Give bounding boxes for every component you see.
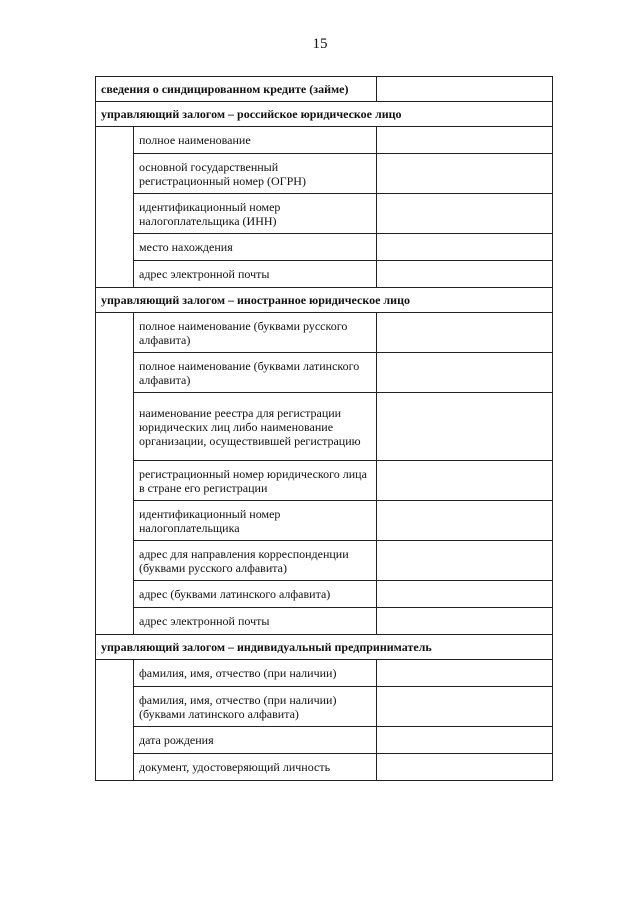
field-row bbox=[96, 234, 553, 261]
field-value-cell[interactable] bbox=[377, 754, 553, 781]
field-label: адрес для направления корреспонденции (буквами русского алфавита) bbox=[134, 541, 377, 581]
section-title: управляющий залогом – иностранное юридическое лицо bbox=[96, 288, 553, 313]
field-label: наименование реестра для регистрации юридических лиц либо наименование организации, осуществившей регистрацию bbox=[134, 393, 377, 461]
syndicated-loan-value-cell[interactable] bbox=[377, 77, 553, 102]
field-label: основной государственный регистрационный номер (ОГРН) bbox=[134, 154, 377, 194]
section-row bbox=[96, 288, 553, 313]
syndicated-loan-row bbox=[96, 77, 553, 102]
field-label: адрес электронной почты bbox=[134, 261, 377, 288]
field-label: фамилия, имя, отчество (при наличии) bbox=[134, 660, 377, 687]
section-title: управляющий залогом – индивидуальный предприниматель bbox=[96, 635, 553, 660]
field-value-cell[interactable] bbox=[377, 660, 553, 687]
field-label: полное наименование (буквами русского алфавита) bbox=[134, 313, 377, 353]
field-label: регистрационный номер юридического лица в стране его регистрации bbox=[134, 461, 377, 501]
field-label: документ, удостоверяющий личность bbox=[134, 754, 377, 781]
field-label: фамилия, имя, отчество (при наличии) (буквами латинского алфавита) bbox=[134, 687, 377, 727]
field-value-cell[interactable] bbox=[377, 608, 553, 635]
field-row bbox=[96, 461, 553, 501]
field-row bbox=[96, 541, 553, 581]
indent-cell bbox=[96, 660, 134, 781]
field-value-cell[interactable] bbox=[377, 154, 553, 194]
field-row bbox=[96, 687, 553, 727]
field-label: идентификационный номер налогоплательщика bbox=[134, 501, 377, 541]
field-value-cell[interactable] bbox=[377, 727, 553, 754]
indent-cell bbox=[96, 127, 134, 288]
field-row bbox=[96, 581, 553, 608]
field-row bbox=[96, 608, 553, 635]
section-title: управляющий залогом – российское юридическое лицо bbox=[96, 102, 553, 127]
field-label: полное наименование (буквами латинского алфавита) bbox=[134, 353, 377, 393]
field-value-cell[interactable] bbox=[377, 687, 553, 727]
field-value-cell[interactable] bbox=[377, 501, 553, 541]
field-label: полное наименование bbox=[134, 127, 377, 154]
field-row bbox=[96, 194, 553, 234]
field-row bbox=[96, 727, 553, 754]
field-label: место нахождения bbox=[134, 234, 377, 261]
field-value-cell[interactable] bbox=[377, 127, 553, 154]
indent-cell bbox=[96, 313, 134, 635]
field-row bbox=[96, 154, 553, 194]
page-number: 15 bbox=[312, 36, 328, 52]
field-value-cell[interactable] bbox=[377, 393, 553, 461]
field-row bbox=[96, 501, 553, 541]
field-value-cell[interactable] bbox=[377, 353, 553, 393]
field-value-cell[interactable] bbox=[377, 234, 553, 261]
field-row bbox=[96, 660, 553, 687]
pledge-manager-form-table bbox=[95, 76, 553, 781]
syndicated-loan-label: сведения о синдицированном кредите (займе) bbox=[96, 77, 377, 102]
field-row bbox=[96, 353, 553, 393]
field-label: идентификационный номер налогоплательщика (ИНН) bbox=[134, 194, 377, 234]
field-value-cell[interactable] bbox=[377, 541, 553, 581]
field-label: дата рождения bbox=[134, 727, 377, 754]
section-row bbox=[96, 635, 553, 660]
field-value-cell[interactable] bbox=[377, 194, 553, 234]
field-row bbox=[96, 754, 553, 781]
field-label: адрес (буквами латинского алфавита) bbox=[134, 581, 377, 608]
field-row bbox=[96, 313, 553, 353]
field-row bbox=[96, 393, 553, 461]
field-label: адрес электронной почты bbox=[134, 608, 377, 635]
field-value-cell[interactable] bbox=[377, 461, 553, 501]
field-value-cell[interactable] bbox=[377, 581, 553, 608]
field-row bbox=[96, 261, 553, 288]
field-value-cell[interactable] bbox=[377, 261, 553, 288]
field-value-cell[interactable] bbox=[377, 313, 553, 353]
section-row bbox=[96, 102, 553, 127]
field-row bbox=[96, 127, 553, 154]
